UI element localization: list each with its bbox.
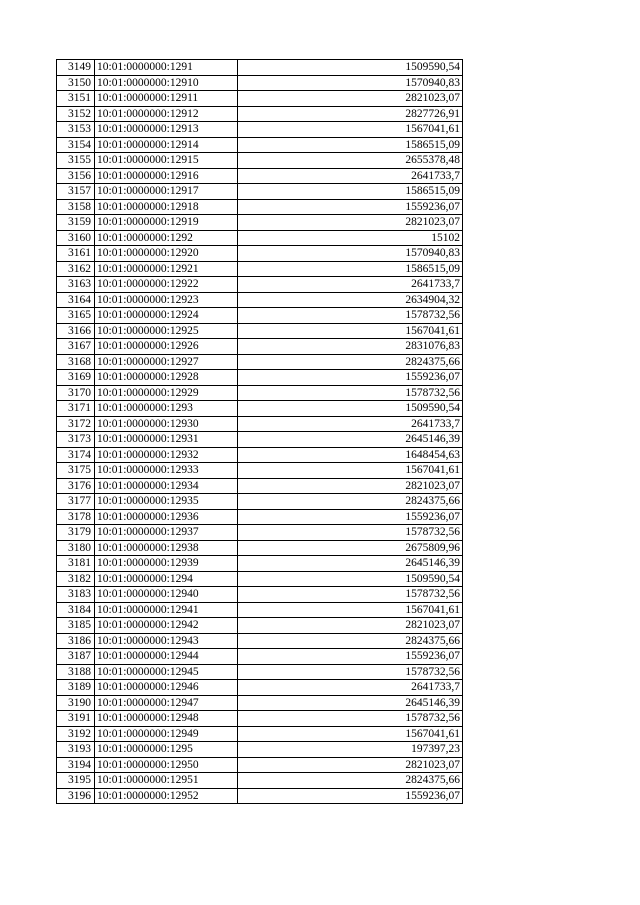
table-row bbox=[57, 649, 463, 665]
row-number-cell: 3160 bbox=[57, 230, 95, 246]
cadastral-number-cell: 10:01:0000000:1295 bbox=[95, 742, 238, 758]
table-row bbox=[57, 618, 463, 634]
table-row bbox=[57, 91, 463, 107]
row-number-cell: 3172 bbox=[57, 416, 95, 432]
cadastral-number-cell: 10:01:0000000:12952 bbox=[95, 788, 238, 804]
value-cell: 1567041,61 bbox=[238, 122, 463, 138]
cadastral-number-cell: 10:01:0000000:12947 bbox=[95, 695, 238, 711]
row-number-cell: 3171 bbox=[57, 401, 95, 417]
table-row bbox=[57, 308, 463, 324]
value-cell: 1567041,61 bbox=[238, 463, 463, 479]
table-row bbox=[57, 711, 463, 727]
row-number-cell: 3152 bbox=[57, 106, 95, 122]
row-number-cell: 3151 bbox=[57, 91, 95, 107]
table-row bbox=[57, 664, 463, 680]
cadastral-number-cell: 10:01:0000000:12928 bbox=[95, 370, 238, 386]
row-number-cell: 3178 bbox=[57, 509, 95, 525]
row-number-cell: 3164 bbox=[57, 292, 95, 308]
value-cell: 2824375,66 bbox=[238, 773, 463, 789]
row-number-cell: 3176 bbox=[57, 478, 95, 494]
table-row bbox=[57, 339, 463, 355]
value-cell: 1567041,61 bbox=[238, 323, 463, 339]
cadastral-number-cell: 10:01:0000000:12917 bbox=[95, 184, 238, 200]
table-row bbox=[57, 385, 463, 401]
row-number-cell: 3188 bbox=[57, 664, 95, 680]
table-row bbox=[57, 447, 463, 463]
cadastral-number-cell: 10:01:0000000:12945 bbox=[95, 664, 238, 680]
table-row bbox=[57, 757, 463, 773]
cadastral-number-cell: 10:01:0000000:12943 bbox=[95, 633, 238, 649]
value-cell: 1586515,09 bbox=[238, 261, 463, 277]
row-number-cell: 3159 bbox=[57, 215, 95, 231]
cadastral-number-cell: 10:01:0000000:12940 bbox=[95, 587, 238, 603]
row-number-cell: 3189 bbox=[57, 680, 95, 696]
row-number-cell: 3184 bbox=[57, 602, 95, 618]
table-row bbox=[57, 106, 463, 122]
value-cell: 1509590,54 bbox=[238, 571, 463, 587]
row-number-cell: 3195 bbox=[57, 773, 95, 789]
value-cell: 1509590,54 bbox=[238, 401, 463, 417]
row-number-cell: 3153 bbox=[57, 122, 95, 138]
value-cell: 2821023,07 bbox=[238, 757, 463, 773]
row-number-cell: 3156 bbox=[57, 168, 95, 184]
value-cell: 1578732,56 bbox=[238, 664, 463, 680]
value-cell: 2641733,7 bbox=[238, 680, 463, 696]
value-cell: 1648454,63 bbox=[238, 447, 463, 463]
table-row bbox=[57, 478, 463, 494]
value-cell: 2824375,66 bbox=[238, 633, 463, 649]
table-row bbox=[57, 556, 463, 572]
row-number-cell: 3179 bbox=[57, 525, 95, 541]
value-cell: 1559236,07 bbox=[238, 370, 463, 386]
table-row bbox=[57, 742, 463, 758]
value-cell: 2821023,07 bbox=[238, 618, 463, 634]
table-row bbox=[57, 184, 463, 200]
table-row bbox=[57, 370, 463, 386]
row-number-cell: 3154 bbox=[57, 137, 95, 153]
value-cell: 2641733,7 bbox=[238, 168, 463, 184]
row-number-cell: 3163 bbox=[57, 277, 95, 293]
value-cell: 197397,23 bbox=[238, 742, 463, 758]
table-row bbox=[57, 416, 463, 432]
cadastral-number-cell: 10:01:0000000:12914 bbox=[95, 137, 238, 153]
value-cell: 2831076,83 bbox=[238, 339, 463, 355]
value-cell: 1567041,61 bbox=[238, 602, 463, 618]
cadastral-number-cell: 10:01:0000000:12912 bbox=[95, 106, 238, 122]
table-row bbox=[57, 60, 463, 76]
table-row bbox=[57, 494, 463, 510]
table-row bbox=[57, 525, 463, 541]
table-row bbox=[57, 695, 463, 711]
value-cell: 1578732,56 bbox=[238, 587, 463, 603]
row-number-cell: 3187 bbox=[57, 649, 95, 665]
value-cell: 15102 bbox=[238, 230, 463, 246]
value-cell: 2645146,39 bbox=[238, 695, 463, 711]
table-row bbox=[57, 587, 463, 603]
cadastral-number-cell: 10:01:0000000:12911 bbox=[95, 91, 238, 107]
cadastral-number-cell: 10:01:0000000:12946 bbox=[95, 680, 238, 696]
cadastral-number-cell: 10:01:0000000:12936 bbox=[95, 509, 238, 525]
row-number-cell: 3174 bbox=[57, 447, 95, 463]
row-number-cell: 3150 bbox=[57, 75, 95, 91]
cadastral-number-cell: 10:01:0000000:12921 bbox=[95, 261, 238, 277]
row-number-cell: 3186 bbox=[57, 633, 95, 649]
cadastral-number-cell: 10:01:0000000:12927 bbox=[95, 354, 238, 370]
table-row bbox=[57, 323, 463, 339]
cadastral-number-cell: 10:01:0000000:12913 bbox=[95, 122, 238, 138]
cadastral-number-cell: 10:01:0000000:1291 bbox=[95, 60, 238, 76]
row-number-cell: 3175 bbox=[57, 463, 95, 479]
row-number-cell: 3185 bbox=[57, 618, 95, 634]
value-cell: 2824375,66 bbox=[238, 494, 463, 510]
row-number-cell: 3193 bbox=[57, 742, 95, 758]
table-row bbox=[57, 122, 463, 138]
table-row bbox=[57, 215, 463, 231]
row-number-cell: 3170 bbox=[57, 385, 95, 401]
value-cell: 1559236,07 bbox=[238, 199, 463, 215]
value-cell: 2821023,07 bbox=[238, 91, 463, 107]
cadastral-number-cell: 10:01:0000000:12937 bbox=[95, 525, 238, 541]
row-number-cell: 3181 bbox=[57, 556, 95, 572]
cadastral-number-cell: 10:01:0000000:12931 bbox=[95, 432, 238, 448]
row-number-cell: 3162 bbox=[57, 261, 95, 277]
value-cell: 2675809,96 bbox=[238, 540, 463, 556]
value-cell: 2645146,39 bbox=[238, 556, 463, 572]
value-cell: 1570940,83 bbox=[238, 75, 463, 91]
table-body bbox=[57, 60, 463, 804]
value-cell: 1578732,56 bbox=[238, 385, 463, 401]
cadastral-number-cell: 10:01:0000000:12950 bbox=[95, 757, 238, 773]
table-row bbox=[57, 509, 463, 525]
value-cell: 2655378,48 bbox=[238, 153, 463, 169]
cadastral-number-cell: 10:01:0000000:12916 bbox=[95, 168, 238, 184]
table-row bbox=[57, 726, 463, 742]
row-number-cell: 3169 bbox=[57, 370, 95, 386]
cadastral-number-cell: 10:01:0000000:12923 bbox=[95, 292, 238, 308]
value-cell: 2821023,07 bbox=[238, 215, 463, 231]
value-cell: 2641733,7 bbox=[238, 416, 463, 432]
table-row bbox=[57, 246, 463, 262]
cadastral-number-cell: 10:01:0000000:12942 bbox=[95, 618, 238, 634]
value-cell: 1559236,07 bbox=[238, 649, 463, 665]
cadastral-number-cell: 10:01:0000000:12933 bbox=[95, 463, 238, 479]
value-cell: 2824375,66 bbox=[238, 354, 463, 370]
value-cell: 2641733,7 bbox=[238, 277, 463, 293]
row-number-cell: 3183 bbox=[57, 587, 95, 603]
row-number-cell: 3182 bbox=[57, 571, 95, 587]
table-row bbox=[57, 261, 463, 277]
cadastral-number-cell: 10:01:0000000:1292 bbox=[95, 230, 238, 246]
table-row bbox=[57, 401, 463, 417]
cadastral-number-cell: 10:01:0000000:12910 bbox=[95, 75, 238, 91]
row-number-cell: 3161 bbox=[57, 246, 95, 262]
row-number-cell: 3173 bbox=[57, 432, 95, 448]
row-number-cell: 3177 bbox=[57, 494, 95, 510]
cadastral-number-cell: 10:01:0000000:12920 bbox=[95, 246, 238, 262]
table-row bbox=[57, 277, 463, 293]
row-number-cell: 3180 bbox=[57, 540, 95, 556]
row-number-cell: 3155 bbox=[57, 153, 95, 169]
table-row bbox=[57, 540, 463, 556]
table-row bbox=[57, 354, 463, 370]
value-cell: 1578732,56 bbox=[238, 711, 463, 727]
row-number-cell: 3166 bbox=[57, 323, 95, 339]
table-row bbox=[57, 168, 463, 184]
cadastral-number-cell: 10:01:0000000:12941 bbox=[95, 602, 238, 618]
cadastral-number-cell: 10:01:0000000:12939 bbox=[95, 556, 238, 572]
cadastral-number-cell: 10:01:0000000:12919 bbox=[95, 215, 238, 231]
table-row bbox=[57, 633, 463, 649]
cadastral-number-cell: 10:01:0000000:12925 bbox=[95, 323, 238, 339]
cadastral-number-cell: 10:01:0000000:12930 bbox=[95, 416, 238, 432]
cadastral-number-cell: 10:01:0000000:12949 bbox=[95, 726, 238, 742]
table-row bbox=[57, 773, 463, 789]
row-number-cell: 3190 bbox=[57, 695, 95, 711]
cadastral-number-cell: 10:01:0000000:12944 bbox=[95, 649, 238, 665]
row-number-cell: 3158 bbox=[57, 199, 95, 215]
value-cell: 2827726,91 bbox=[238, 106, 463, 122]
cadastral-number-cell: 10:01:0000000:1294 bbox=[95, 571, 238, 587]
cadastral-number-cell: 10:01:0000000:12938 bbox=[95, 540, 238, 556]
table-row bbox=[57, 75, 463, 91]
cadastral-number-cell: 10:01:0000000:1293 bbox=[95, 401, 238, 417]
cadastral-number-cell: 10:01:0000000:12935 bbox=[95, 494, 238, 510]
table-row bbox=[57, 153, 463, 169]
table-row bbox=[57, 571, 463, 587]
cadastral-number-cell: 10:01:0000000:12922 bbox=[95, 277, 238, 293]
cadastral-number-cell: 10:01:0000000:12929 bbox=[95, 385, 238, 401]
table-row bbox=[57, 137, 463, 153]
table-row bbox=[57, 230, 463, 246]
value-cell: 1578732,56 bbox=[238, 308, 463, 324]
row-number-cell: 3167 bbox=[57, 339, 95, 355]
table-row bbox=[57, 432, 463, 448]
table-row bbox=[57, 602, 463, 618]
row-number-cell: 3149 bbox=[57, 60, 95, 76]
cadastral-number-cell: 10:01:0000000:12924 bbox=[95, 308, 238, 324]
value-cell: 1567041,61 bbox=[238, 726, 463, 742]
value-cell: 1586515,09 bbox=[238, 184, 463, 200]
value-cell: 2821023,07 bbox=[238, 478, 463, 494]
table-row bbox=[57, 292, 463, 308]
cadastral-number-cell: 10:01:0000000:12951 bbox=[95, 773, 238, 789]
row-number-cell: 3196 bbox=[57, 788, 95, 804]
cadastral-number-cell: 10:01:0000000:12918 bbox=[95, 199, 238, 215]
value-cell: 1559236,07 bbox=[238, 509, 463, 525]
table-row bbox=[57, 463, 463, 479]
data-table bbox=[56, 59, 463, 804]
table-row bbox=[57, 680, 463, 696]
value-cell: 2645146,39 bbox=[238, 432, 463, 448]
cadastral-number-cell: 10:01:0000000:12915 bbox=[95, 153, 238, 169]
cadastral-number-cell: 10:01:0000000:12948 bbox=[95, 711, 238, 727]
row-number-cell: 3192 bbox=[57, 726, 95, 742]
value-cell: 1509590,54 bbox=[238, 60, 463, 76]
value-cell: 2634904,32 bbox=[238, 292, 463, 308]
table-row bbox=[57, 788, 463, 804]
cadastral-number-cell: 10:01:0000000:12934 bbox=[95, 478, 238, 494]
row-number-cell: 3168 bbox=[57, 354, 95, 370]
row-number-cell: 3157 bbox=[57, 184, 95, 200]
row-number-cell: 3191 bbox=[57, 711, 95, 727]
row-number-cell: 3165 bbox=[57, 308, 95, 324]
value-cell: 1559236,07 bbox=[238, 788, 463, 804]
cadastral-number-cell: 10:01:0000000:12926 bbox=[95, 339, 238, 355]
value-cell: 1578732,56 bbox=[238, 525, 463, 541]
value-cell: 1570940,83 bbox=[238, 246, 463, 262]
row-number-cell: 3194 bbox=[57, 757, 95, 773]
value-cell: 1586515,09 bbox=[238, 137, 463, 153]
cadastral-number-cell: 10:01:0000000:12932 bbox=[95, 447, 238, 463]
table-row bbox=[57, 199, 463, 215]
